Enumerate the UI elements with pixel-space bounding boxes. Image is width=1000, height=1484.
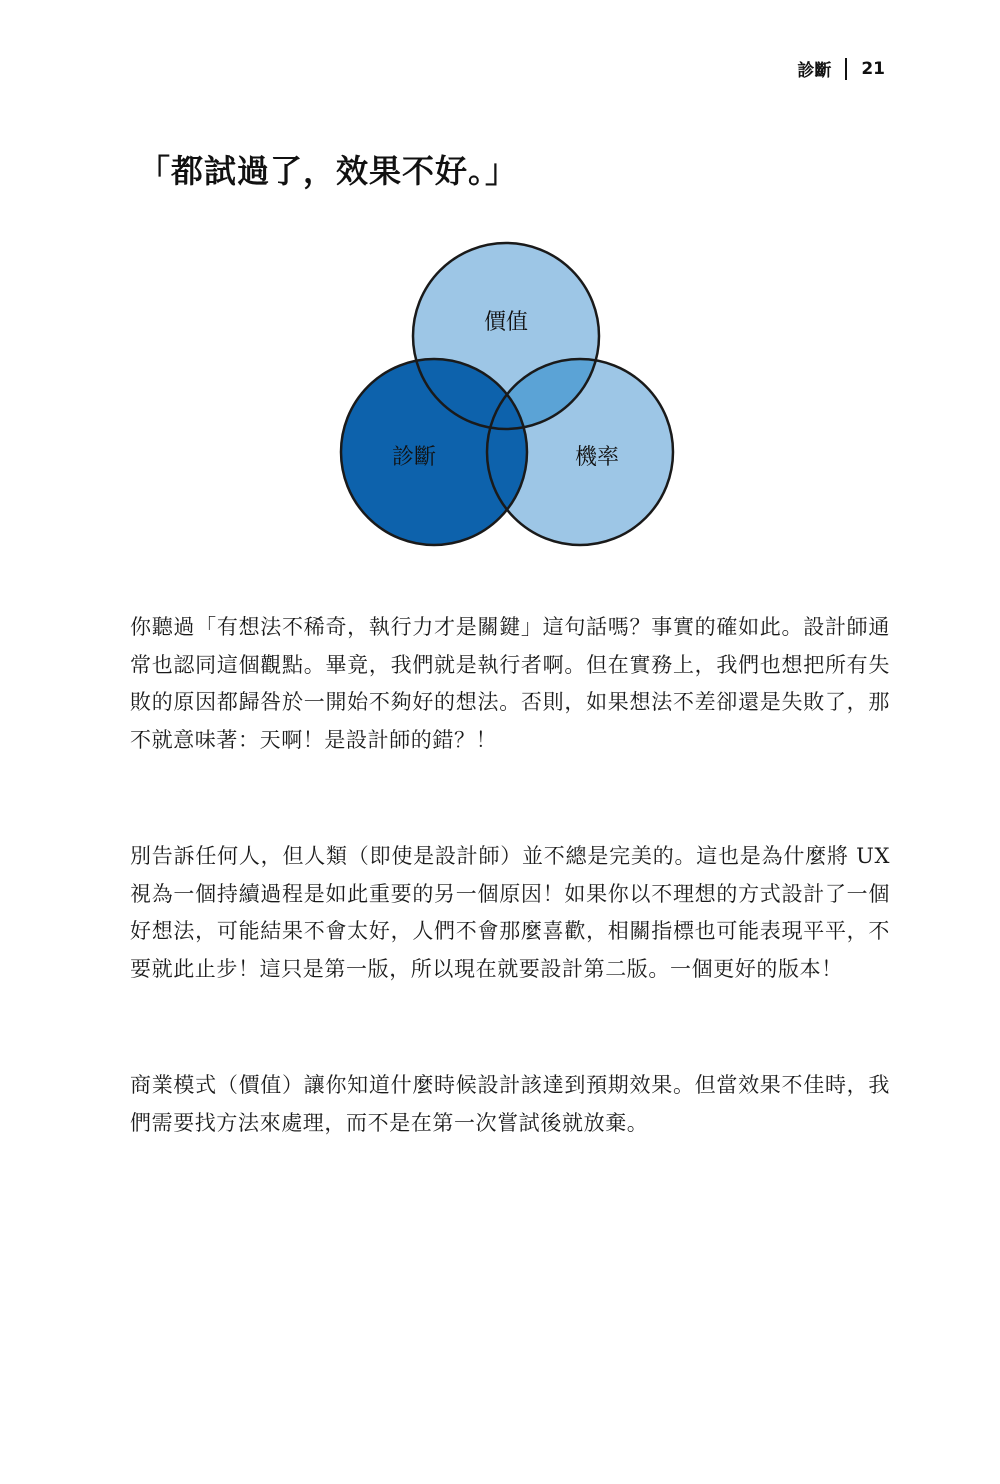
venn-diagram <box>330 238 680 553</box>
paragraph-3: 商業模式（價值）讓你知道什麼時候設計該達到預期效果。但當效果不佳時，我們需要找方法來處理，而不是在第一次嘗試後就放棄。 <box>130 1073 890 1135</box>
venn-label-diagnosis: 診斷 <box>391 445 437 470</box>
paragraph-2: 別告訴任何人，但人類（即使是設計師）並不總是完美的。這也是為什麼將 UX 視為一個持續過程是如此重要的另一個原因！如果你以不理想的方式設計了一個好想法，可能結果不會太好，人們不會那麼喜歡，相關指標也可能表現平平，不要就此止步！這只是第一版，所以現在就要設計第二版。一個更好的版本！ <box>130 844 890 981</box>
running-head <box>797 56 885 81</box>
section-heading: 「都試過了，效果不好。」 <box>138 152 519 190</box>
header-separator <box>845 58 847 80</box>
page-number: 21 <box>861 58 885 79</box>
venn-label-probability: 機率 <box>574 445 620 470</box>
chapter-title: 診斷 <box>797 61 832 81</box>
venn-label-value: 價值 <box>483 310 529 335</box>
paragraph-1: 你聽過「有想法不稀奇，執行力才是關鍵」這句話嗎？事實的確如此。設計師通常也認同這個觀點。畢竟，我們就是執行者啊。但在實務上，我們也想把所有失敗的原因都歸咎於一開始不夠好的想法。否則，如果想法不差卻還是失敗了，那不就意味著：天啊！是設計師的錯？！ <box>130 615 890 752</box>
